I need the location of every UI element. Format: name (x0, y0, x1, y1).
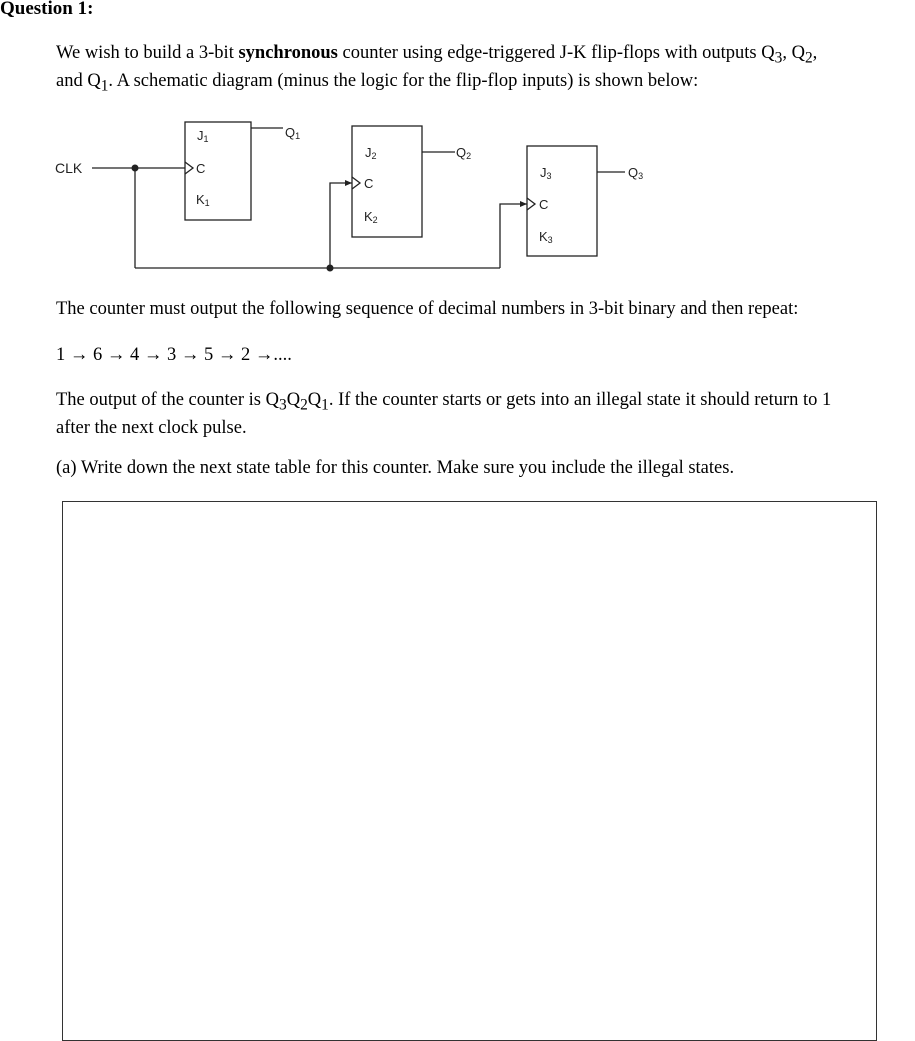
sequence-value: 1 (56, 345, 66, 365)
intro-text-2: counter using edge-triggered J-K flip-flops with outputs Q (337, 43, 775, 63)
subscript: 1 (321, 396, 329, 414)
bus-junction-dot (327, 265, 334, 272)
output-text: Q (307, 390, 322, 410)
ff3-clk-wire (500, 204, 527, 268)
output-text: . If the counter starts or gets into an illegal state it should return to 1 (328, 390, 832, 410)
output-line-2: after the next clock pulse. (56, 417, 247, 438)
sequence-value: 5 (204, 345, 214, 365)
subscript: 3 (278, 396, 287, 414)
intro-line-2 (56, 70, 896, 98)
intro-paragraph (56, 42, 896, 97)
subscript: 3 (774, 49, 783, 67)
output-note (56, 389, 896, 439)
sequence-value: 3 (167, 345, 177, 365)
output-line-1 (56, 389, 896, 417)
output-text: The output of the counter is Q (56, 390, 279, 410)
ff1-clock-triangle (185, 162, 193, 174)
sequence-value: 6 (93, 345, 103, 365)
ff2-k-label: K2 (364, 209, 378, 225)
intro-sep: , (812, 43, 818, 63)
flip-flop-2 (352, 126, 422, 237)
subscript: 2 (300, 396, 308, 414)
intro-line-1 (56, 42, 896, 70)
answer-box[interactable] (62, 501, 877, 1041)
sequence-intro: The counter must output the following sequence of decimal numbers in 3-bit binary and then repeat: (56, 299, 799, 319)
subscript: 1 (100, 77, 109, 95)
flip-flop-3 (527, 146, 597, 256)
ff1-k-label: K1 (196, 192, 210, 208)
sequence-value: 4 (130, 345, 140, 365)
ff2-q-label: Q2 (456, 145, 472, 161)
ff2-clk-wire (330, 183, 352, 268)
ff2-clock-triangle (352, 177, 360, 189)
subscript: 2 (804, 49, 813, 67)
part-a-prompt: (a) Write down the next state table for this counter. Make sure you include the illegal states. (56, 458, 735, 478)
intro-text-4: . A schematic diagram (minus the logic for the flip-flop inputs) is shown below: (108, 70, 699, 91)
ff3-clk-arrow (520, 201, 527, 207)
ff3-q-label: Q3 (628, 165, 644, 181)
intro-text: We wish to build a 3-bit (56, 43, 239, 63)
synchronous-emphasis: synchronous (238, 43, 338, 63)
ff3-j-label: J3 (540, 165, 552, 181)
clk-label: CLK (55, 160, 83, 176)
flip-flop-1 (185, 122, 251, 220)
clk-junction-dot (132, 165, 139, 172)
flip-flop-schematic (0, 110, 915, 290)
ff1-q-label: Q1 (285, 125, 301, 141)
sequence-line: 1 → 6 → 4 → 3 → 5 → 2 →.... (56, 345, 292, 365)
sequence-value: 2 (241, 345, 251, 365)
ff3-k-label: K3 (539, 229, 553, 245)
question-title: Question 1: (0, 0, 94, 19)
ff2-clk-arrow (345, 180, 352, 186)
sequence-ellipsis: .... (273, 345, 292, 365)
ff1-j-label: J1 (197, 128, 209, 144)
ff1-c-label: C (196, 161, 206, 176)
ff3-clock-triangle (527, 198, 535, 210)
ff3-c-label: C (539, 197, 549, 212)
ff2-j-label: J2 (365, 145, 377, 161)
intro-sep: , Q (782, 43, 805, 63)
ff2-c-label: C (364, 176, 374, 191)
intro-text-3: and Q (56, 70, 101, 91)
output-text: Q (286, 390, 301, 410)
